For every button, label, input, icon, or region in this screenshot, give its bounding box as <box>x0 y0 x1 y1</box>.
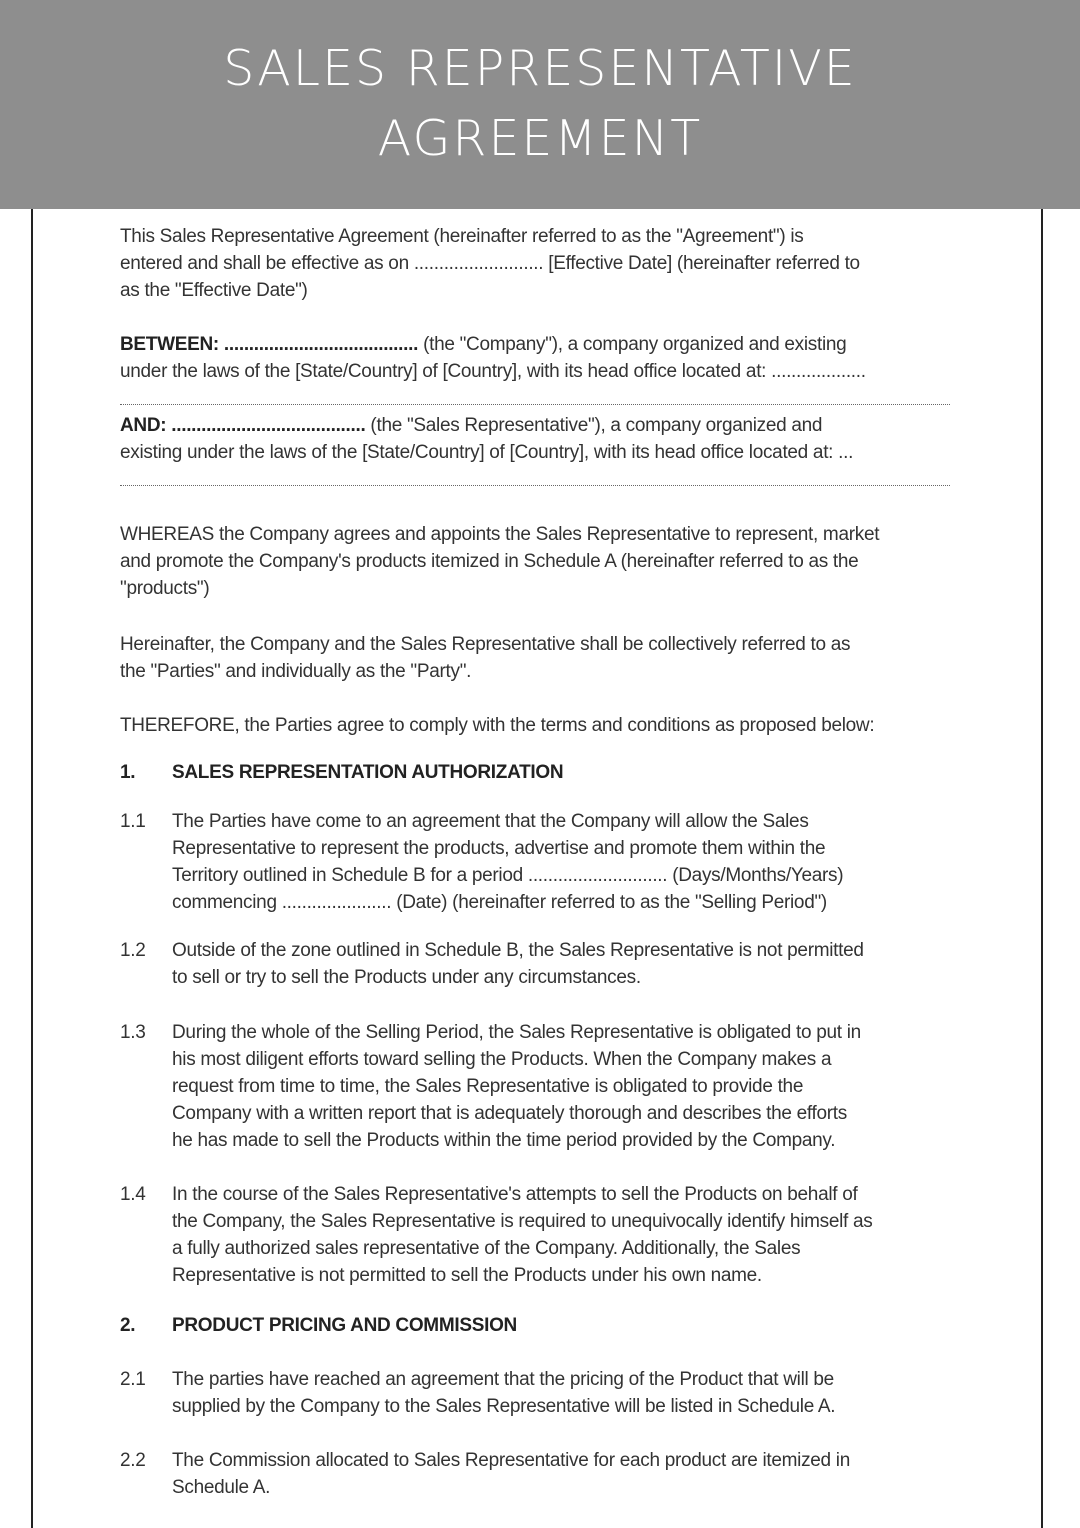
whereas-paragraph <box>120 521 879 602</box>
and-label: AND: ....................................... <box>120 415 366 436</box>
text-line: commencing ...................... (Date) (hereinafter referred to as the "Selling Period") <box>172 892 827 913</box>
text-line: the Company, the Sales Representative is required to unequivocally identify himself as <box>172 1211 873 1232</box>
text-line: request from time to time, the Sales Representative is obligated to provide the <box>172 1076 804 1097</box>
section-title: SALES REPRESENTATION AUTHORIZATION <box>172 762 564 783</box>
text-line: under the laws of the [State/Country] of [Country], with its head office located at: ................... <box>120 361 866 382</box>
text-line: Representative is not permitted to sell the Products under his own name. <box>172 1265 762 1286</box>
text-line: he has made to sell the Products within the time period provided by the Company. <box>172 1130 836 1151</box>
text-line: "products") <box>120 578 210 599</box>
text-line: as the "Effective Date") <box>120 280 308 301</box>
section-title: PRODUCT PRICING AND COMMISSION <box>172 1315 517 1336</box>
text-line: This Sales Representative Agreement (hereinafter referred to as the "Agreement") is <box>120 226 804 247</box>
clause-number: 1.2 <box>120 940 146 961</box>
text-line: The parties have reached an agreement that the pricing of the Product that will be <box>172 1369 834 1390</box>
text-line: Schedule A. <box>172 1477 271 1498</box>
clause-number: 1.4 <box>120 1184 146 1205</box>
text-line: The Parties have come to an agreement that the Company will allow the Sales <box>172 811 809 832</box>
between-paragraph <box>120 331 866 385</box>
text-line: and promote the Company's products itemized in Schedule A (hereinafter referred to as the <box>120 551 859 572</box>
text-line: WHEREAS the Company agrees and appoints the Sales Representative to represent, market <box>120 524 880 545</box>
text-line: Territory outlined in Schedule B for a period ............................ (Days/Months/Years) <box>172 865 844 886</box>
text-line: Company with a written report that is adequately thorough and describes the efforts <box>172 1103 847 1124</box>
title-banner <box>0 0 1080 209</box>
clause-number: 1.3 <box>120 1022 146 1043</box>
text-line: The Commission allocated to Sales Representative for each product are itemized in <box>172 1450 850 1471</box>
text-line: to sell or try to sell the Products under any circumstances. <box>172 967 641 988</box>
document-border-right <box>1041 209 1043 1528</box>
text-line: existing under the laws of the [State/Country] of [Country], with its head office located at: ... <box>120 442 854 463</box>
section-number: 1. <box>120 762 136 783</box>
text-line: the "Parties" and individually as the "Party". <box>120 661 472 682</box>
between-label: BETWEEN: ....................................... <box>120 334 419 355</box>
text-line: (the "Sales Representative"), a company organized and <box>365 415 823 436</box>
dotted-fill-line <box>120 485 950 486</box>
title-line-1: SALES REPRESENTATIVE <box>223 40 857 97</box>
therefore-paragraph <box>120 712 874 739</box>
text-line: Hereinafter, the Company and the Sales Representative shall be collectively referred to as <box>120 634 851 655</box>
title-line-2: AGREEMENT <box>377 110 703 167</box>
clause-number: 1.1 <box>120 811 146 832</box>
text-line: entered and shall be effective as on .......................... [Effective Date] (hereinafter referred to <box>120 253 860 274</box>
text-line: his most diligent efforts toward selling the Products. When the Company makes a <box>172 1049 832 1070</box>
text-line: (the "Company"), a company organized and existing <box>418 334 847 355</box>
document-border-left <box>31 209 33 1528</box>
text-line: Representative to represent the products, advertise and promote them within the <box>172 838 826 859</box>
text-line: a fully authorized sales representative of the Company. Additionally, the Sales <box>172 1238 801 1259</box>
text-line: In the course of the Sales Representative's attempts to sell the Products on behalf of <box>172 1184 858 1205</box>
text-line: THEREFORE, the Parties agree to comply with the terms and conditions as proposed below: <box>120 715 875 736</box>
clause-number: 2.2 <box>120 1450 146 1471</box>
intro-paragraph <box>120 223 860 304</box>
clause-number: 2.1 <box>120 1369 146 1390</box>
section-number: 2. <box>120 1315 136 1336</box>
text-line: supplied by the Company to the Sales Representative will be listed in Schedule A. <box>172 1396 836 1417</box>
text-line: During the whole of the Selling Period, the Sales Representative is obligated to put in <box>172 1022 861 1043</box>
and-paragraph <box>120 412 853 466</box>
text-line: Outside of the zone outlined in Schedule B, the Sales Representative is not permitted <box>172 940 864 961</box>
hereinafter-paragraph <box>120 631 850 685</box>
dotted-fill-line <box>120 404 950 405</box>
